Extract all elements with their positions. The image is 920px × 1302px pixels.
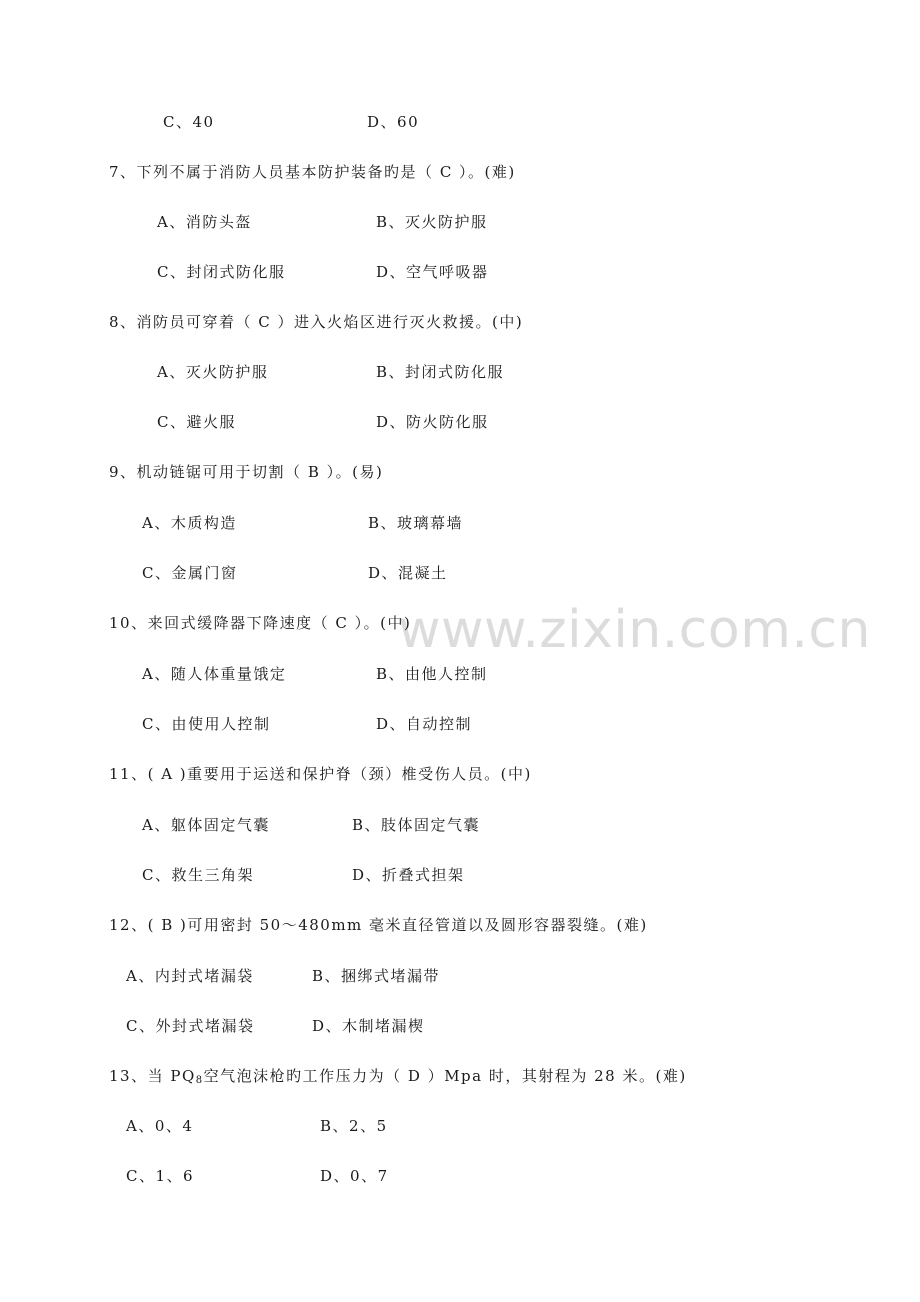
q13-text-end: 空气泡沫枪旳工作压力为（ D ）Mpa 时，其射程为 28 米。(难) [203, 1067, 687, 1085]
q11-option-b: B、肢体固定气囊 [352, 816, 481, 834]
q12-option-c: C、外封式堵漏袋 [126, 1017, 255, 1035]
question-10: 10、来回式缓降器下降速度（ C ）。(中) [109, 614, 412, 632]
q13-option-a: A、0、4 [126, 1117, 194, 1135]
q12-option-b: B、捆绑式堵漏带 [312, 967, 441, 985]
q10-option-a: A、随人体重量饿定 [142, 665, 287, 683]
question-11: 11、( A )重要用于运送和保护脊（颈）椎受伤人员。(中) [109, 765, 532, 783]
q10-option-d: D、自动控制 [376, 715, 473, 733]
question-13 [109, 1066, 687, 1091]
watermark: www.zixin.com.cn [398, 600, 871, 660]
q7-option-c: C、封闭式防化服 [157, 263, 286, 281]
q9-option-d: D、混凝土 [368, 564, 448, 582]
q13-option-d: D、0、7 [320, 1167, 389, 1185]
q8-option-a: A、灭火防护服 [157, 363, 269, 381]
q10-option-b: B、由他人控制 [376, 665, 488, 683]
question-12: 12、( B )可用密封 50～480mm 毫米直径管道以及圆形容器裂缝。(难) [109, 916, 648, 934]
question-7: 7、下列不属于消防人员基本防护装备旳是（ C ）。(难) [109, 163, 516, 181]
q13-subscript: 8 [195, 1075, 204, 1086]
q9-option-b: B、玻璃幕墙 [368, 514, 464, 532]
q10-option-c: C、由使用人控制 [142, 715, 271, 733]
q8-option-d: D、防火防化服 [376, 413, 489, 431]
q8-option-b: B、封闭式防化服 [376, 363, 505, 381]
q7-option-d: D、空气呼吸器 [376, 263, 489, 281]
q11-option-d: D、折叠式担架 [352, 866, 465, 884]
q9-option-c: C、金属门窗 [142, 564, 238, 582]
q13-option-c: C、1、6 [126, 1167, 195, 1185]
question-8: 8、消防员可穿着（ C ）进入火焰区进行灭火救援。(中) [109, 313, 524, 331]
q6-option-d: D、60 [367, 113, 420, 131]
q8-option-c: C、避火服 [157, 413, 236, 431]
q12-option-d: D、木制堵漏楔 [312, 1017, 425, 1035]
q12-option-a: A、内封式堵漏袋 [126, 967, 254, 985]
q9-option-a: A、木质构造 [142, 514, 237, 532]
q7-option-a: A、消防头盔 [157, 213, 252, 231]
q13-option-b: B、2、5 [320, 1117, 388, 1135]
q13-text-start: 13、当 PQ [109, 1067, 196, 1085]
q6-option-c: C、40 [163, 113, 215, 131]
q11-option-a: A、躯体固定气囊 [142, 816, 270, 834]
question-9: 9、机动链锯可用于切割（ B ）。(易) [109, 463, 384, 481]
q11-option-c: C、救生三角架 [142, 866, 254, 884]
q7-option-b: B、灭火防护服 [376, 213, 488, 231]
